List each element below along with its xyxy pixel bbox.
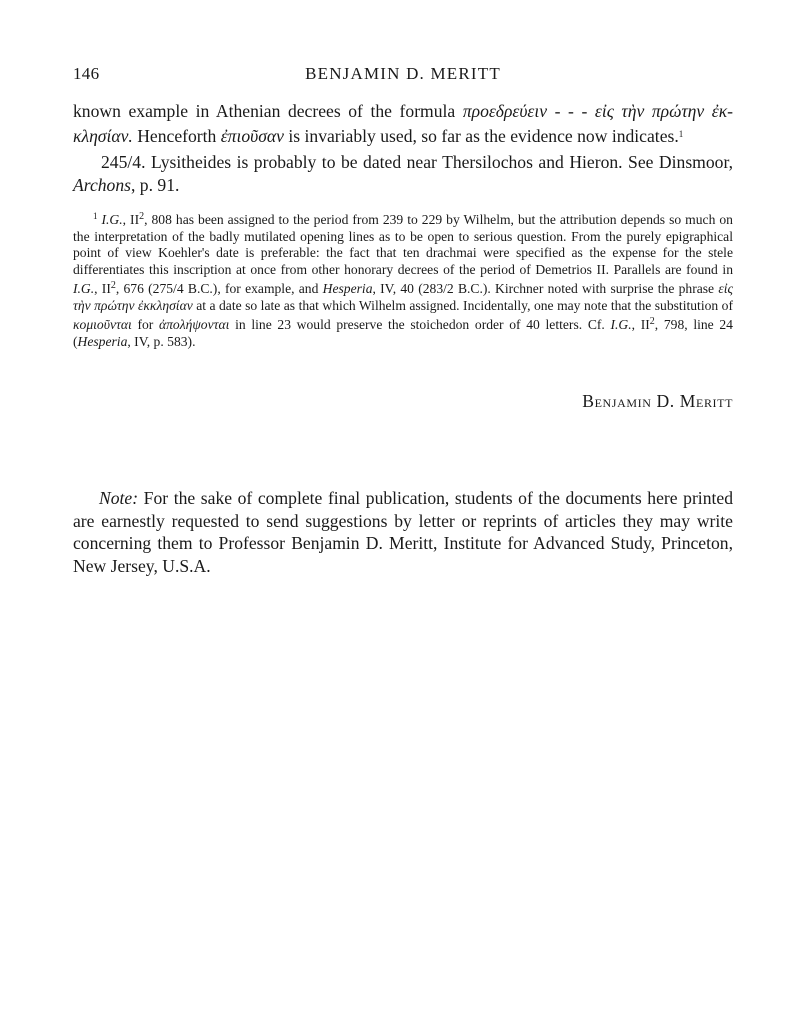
closing-note <box>73 487 733 577</box>
text-segment: , IV, 40 (283/2 B.C.). Kirchner noted with surprise the phrase <box>372 281 719 296</box>
text-segment: at a date so late as that which Wilhelm assigned. Incidentally, one may note that the substitution of <box>192 297 734 313</box>
page-header <box>73 64 733 86</box>
text-segment: , IV, p. 583). <box>127 333 196 349</box>
book-title: Archons <box>73 175 131 195</box>
greek-word: ἐπιοῦσαν <box>220 126 284 146</box>
greek-word: ἀπολήψονται <box>158 317 230 332</box>
text-segment: , 676 (275/4 B.C.), for example, and <box>115 281 323 296</box>
text-segment: 245/4. Lysitheides is probably to be dated near Thersilochos and Hieron. See Dinsmoor, <box>101 152 733 172</box>
text-segment: , II <box>122 212 140 227</box>
footnote-reference[interactable]: 1 <box>678 129 684 139</box>
superscript: 2 <box>649 316 655 327</box>
text-segment: , II <box>94 281 111 296</box>
text-segment: for <box>131 317 159 332</box>
text-segment: , p. 91. <box>131 175 180 195</box>
body-paragraph-formula <box>73 100 733 148</box>
page-number: 146 <box>73 64 100 83</box>
superscript: 2 <box>110 280 116 291</box>
citation: I.G. <box>73 281 95 296</box>
text-segment: , 798, line 24 ( <box>73 317 733 349</box>
journal-title: Hesperia <box>322 281 373 296</box>
running-head: BENJAMIN D. MERITT <box>305 64 501 83</box>
footnote <box>73 208 733 350</box>
author-signature: Benjamin D. Meritt <box>582 391 733 411</box>
text-segment: is invariably used, so far as the evidence now indicates. <box>283 126 679 146</box>
text-segment: , 808 has been assigned to the period from 239 to 229 by Wilhelm, but the attribution depends so much on the interpretation of the badly mutilated opening lines as to be open to serious question. From the purely epigraphical point of view Koehler's date is preferable: the fact that ten drachmai were specified as the expense for the stele differentiates this inscription at once from other honorary decrees of the period of Demetrios II. Parallels are found in <box>73 212 733 277</box>
greek-phrase: εἰς τὴν πρώτην ἐκκλησίαν <box>73 281 733 313</box>
greek-word: κομιοῦνται <box>73 317 132 332</box>
citation: I.G. <box>101 212 123 227</box>
page <box>73 0 733 1024</box>
note-text: For the sake of complete final publication, students of the documents here printed are earnestly requested to send suggestions by letter or reprints of articles they may write concerning them to Professor Benjamin D. Meritt, Institute for Advanced Study, Princeton, New Jersey, U.S.A. <box>73 488 733 576</box>
greek-formula: προεδρεύειν - - - εἰς τὴν πρώτην ἐκ-κλησίαν. <box>73 101 734 146</box>
journal-title: Hesperia <box>77 333 128 349</box>
superscript: 2 <box>139 211 145 222</box>
note-label: Note: <box>99 488 139 508</box>
text-segment: Henceforth <box>132 126 221 146</box>
text-segment: , II <box>631 317 650 332</box>
text-segment: in line 23 would preserve the stoichedon order of 40 letters. Cf. <box>229 317 611 332</box>
footnote-marker: 1 <box>93 211 98 221</box>
citation: I.G. <box>610 317 632 332</box>
body-paragraph-lysitheides <box>73 151 733 197</box>
text-segment: known example in Athenian decrees of the formula <box>73 101 463 121</box>
